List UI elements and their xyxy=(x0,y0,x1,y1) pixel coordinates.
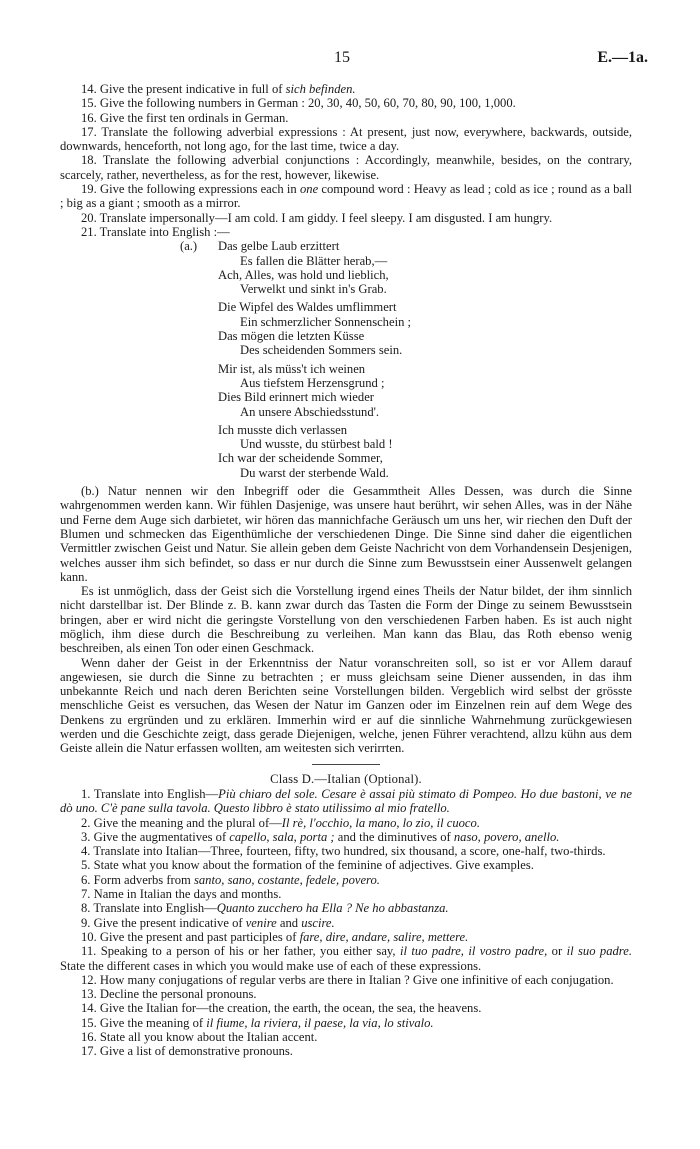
german-poem xyxy=(180,239,632,480)
italian-question-3: 3. Give the augmentatives of capello, sala, porta ; and the diminutives of naso, povero, anello. xyxy=(81,829,560,844)
question-20: 20. Translate impersonally—I am cold. I am giddy. I feel sleepy. I am disgusted. I am hungry. xyxy=(81,210,553,225)
poem-line: An unsere Abschiedsstund'. xyxy=(240,404,380,419)
poem-line: Mir ist, als müss't ich weinen xyxy=(218,361,366,376)
italian-question-8: 8. Translate into English—Quanto zucchero ha Ella ? Ne ho abbastanza. xyxy=(81,901,449,916)
question-16: 16. Give the first ten ordinals in German. xyxy=(81,110,289,125)
italian-question-11: 11. Speaking to a person of his or her father, you either say, il tuo padre, il vostro padre, or il suo padre. State the different cases in which you would make use of each of these expressions. xyxy=(60,944,632,973)
italian-question-14: 14. Give the Italian for—the creation, the earth, the ocean, the sea, the heavens. xyxy=(81,1001,482,1016)
document-reference: E.—1a. xyxy=(597,49,648,66)
question-21: 21. Translate into English :— xyxy=(81,224,230,239)
italian-question-12: 12. How many conjugations of regular verbs are there in Italian ? Give one infinitive of each conjugation. xyxy=(81,972,614,987)
italian-question-10: 10. Give the present and past participles of fare, dire, andare, salire, mettere. xyxy=(81,929,469,944)
italian-question-9: 9. Give the present indicative of venire and uscire. xyxy=(81,915,335,930)
italian-question-7: 7. Name in Italian the days and months. xyxy=(81,887,282,902)
poem-stanza xyxy=(218,423,632,480)
italian-question-5: 5. State what you know about the formation of the feminine of adjectives. Give examples. xyxy=(81,858,534,873)
section-heading: Class D.—Italian (Optional). xyxy=(270,771,422,786)
poem-line: Das mögen die letzten Küsse xyxy=(218,329,365,344)
italian-question-17: 17. Give a list of demonstrative pronouns. xyxy=(81,1044,293,1059)
poem-line: Des scheidenden Sommers sein. xyxy=(240,343,403,358)
question-15: 15. Give the following numbers in German : 20, 30, 40, 50, 60, 70, 80, 90, 100, 1,000. xyxy=(81,96,516,111)
poem-line: Aus tiefstem Herzensgrund ; xyxy=(240,375,385,390)
poem-line: Ach, Alles, was hold und lieblich, xyxy=(218,267,389,282)
italian-question-1: 1. Translate into English—Più chiaro del sole. Cesare è assai più stimato di Pompeo. Ho due bastoni, ve ne dò uno. C'è pane sulla tavola. Questo libbro è stato utilissimo al mio fratello. xyxy=(60,786,632,816)
italian-question-2: 2. Give the meaning and the plural of—Il rè, l'occhio, la mano, lo zio, il cuoco. xyxy=(81,815,480,830)
poem-line: Das gelbe Laub erzittert xyxy=(218,239,340,254)
poem-stanza xyxy=(180,239,632,297)
page-number: 15 xyxy=(334,49,350,66)
poem-line: Die Wipfel des Waldes umflimmert xyxy=(218,300,397,315)
question-19: 19. Give the following expressions each in one compound word : Heavy as lead ; cold as ice ; round as a ball ; big as a giant ; smooth as a mirror. xyxy=(60,182,632,211)
italian-question-16: 16. State all you know about the Italian accent. xyxy=(81,1030,318,1044)
poem-label: (a.) xyxy=(180,239,198,254)
prose-paragraph: Es ist unmöglich, dass der Geist sich die Vorstellung irgend eines Theils der Natur bildet, der ihm sinnlich nicht darstellbar ist. Der Blinde z. B. kann zwar durch das Tasten die Form der Dinge zu seinem Bewusstsein bringen, aber er wird nicht die geringste Vorstellung von den verschiedenen Farben haben. Es ist auch night möglich, ihm diese durch die Beschreibung zu verleihen. Man kann das Blau, das Roth ebenso wenig beschreiben, als einen Ton oder einen Geschmack. xyxy=(60,584,632,656)
question-17: 17. Translate the following adverbial expressions : At present, just now, everywhere, backwards, outside, downwards, henceforth, not long ago, for the last time, twice a day. xyxy=(60,124,632,154)
poem-line: Dies Bild erinnert mich wieder xyxy=(218,390,374,405)
poem-stanza xyxy=(218,362,632,419)
poem-line: Und wusste, du stürbest bald ! xyxy=(240,437,393,452)
poem-line: Du warst der sterbende Wald. xyxy=(240,465,389,480)
question-14: 14. Give the present indicative in full of sich befinden. xyxy=(81,82,356,96)
poem-line: Verwelkt und sinkt in's Grab. xyxy=(240,282,387,297)
poem-line: Ein schmerzlicher Sonnenschein ; xyxy=(240,314,412,329)
question-18: 18. Translate the following adverbial conjunctions : Accordingly, meanwhile, besides, on the contrary, scarcely, rather, nevertheless, as for the rest, however, likewise. xyxy=(60,153,632,182)
page-header xyxy=(0,51,700,71)
poem-line: Ich musste dich verlassen xyxy=(218,422,348,437)
section-divider xyxy=(312,764,380,765)
prose-paragraph: Wenn daher der Geist in der Erkenntniss der Natur voranschreiten soll, so ist er vor Allem darauf angewiesen, sie durch die Sinne zu betrachten ; er muss gleichsam seine Diener aussenden, in das ihm unbekannte Reich und nach deren Berichten seine Vorstellungen bilden. Vergeblich wird selbst der grösste menschliche Geist es versuchen, das Wesen der Natur im Ganzen oder im Einzelnen rein auf dem Wege des Denkens zu ergründen und zu erklären. Immerhin wird er auf die sinnliche Wahrnehmung zurückgewiesen werden und die Geschichte zeigt, dass gerade Diejenigen, welche, jenen Führer verachtend, allzu kühn aus dem Geiste allein die Natur erfassen wollten, am weitesten sich verirrten. xyxy=(60,655,632,756)
italian-question-4: 4. Translate into Italian—Three, fourteen, fifty, two hundred, six thousand, a score, one-half, two-thirds. xyxy=(81,844,606,859)
poem-line: Es fallen die Blätter herab,— xyxy=(240,253,388,268)
italian-question-15: 15. Give the meaning of il fiume, la riviera, il paese, la via, lo stivalo. xyxy=(81,1015,434,1030)
poem-line: Ich war der scheidende Sommer, xyxy=(218,451,383,466)
prose-paragraph: (b.) Natur nennen wir den Inbegriff oder die Gesammtheit Alles Dessen, was durch die Sinne wahrgenommen werden kann. Wir fühlen Dasjenige, was unsere haut berührt, wir sehen Alles, was in der Nähe und Ferne dem Auge sich darbietet, wir hören das mannichfache Geräusch um uns her, wir riechen den Duft der Blumen und schmecken das Eigenthümliche der verschiedenen Dinge. Die Sinne sind daher die eigentlichen Vermittler zwischen Geist und Natur. Sie allein geben dem Geiste Nachricht von dem Vorhandensein Desjenigen, welches ausser ihm sich befindet, so dass er nur durch die Sinne zum Bewusstsein einer Aussenwelt gelangen kann. xyxy=(60,484,632,584)
italian-question-13: 13. Decline the personal pronouns. xyxy=(81,987,257,1002)
page-body xyxy=(60,82,632,1059)
italian-question-6: 6. Form adverbs from santo, sano, costante, fedele, povero. xyxy=(81,872,380,887)
poem-stanza xyxy=(218,300,632,357)
